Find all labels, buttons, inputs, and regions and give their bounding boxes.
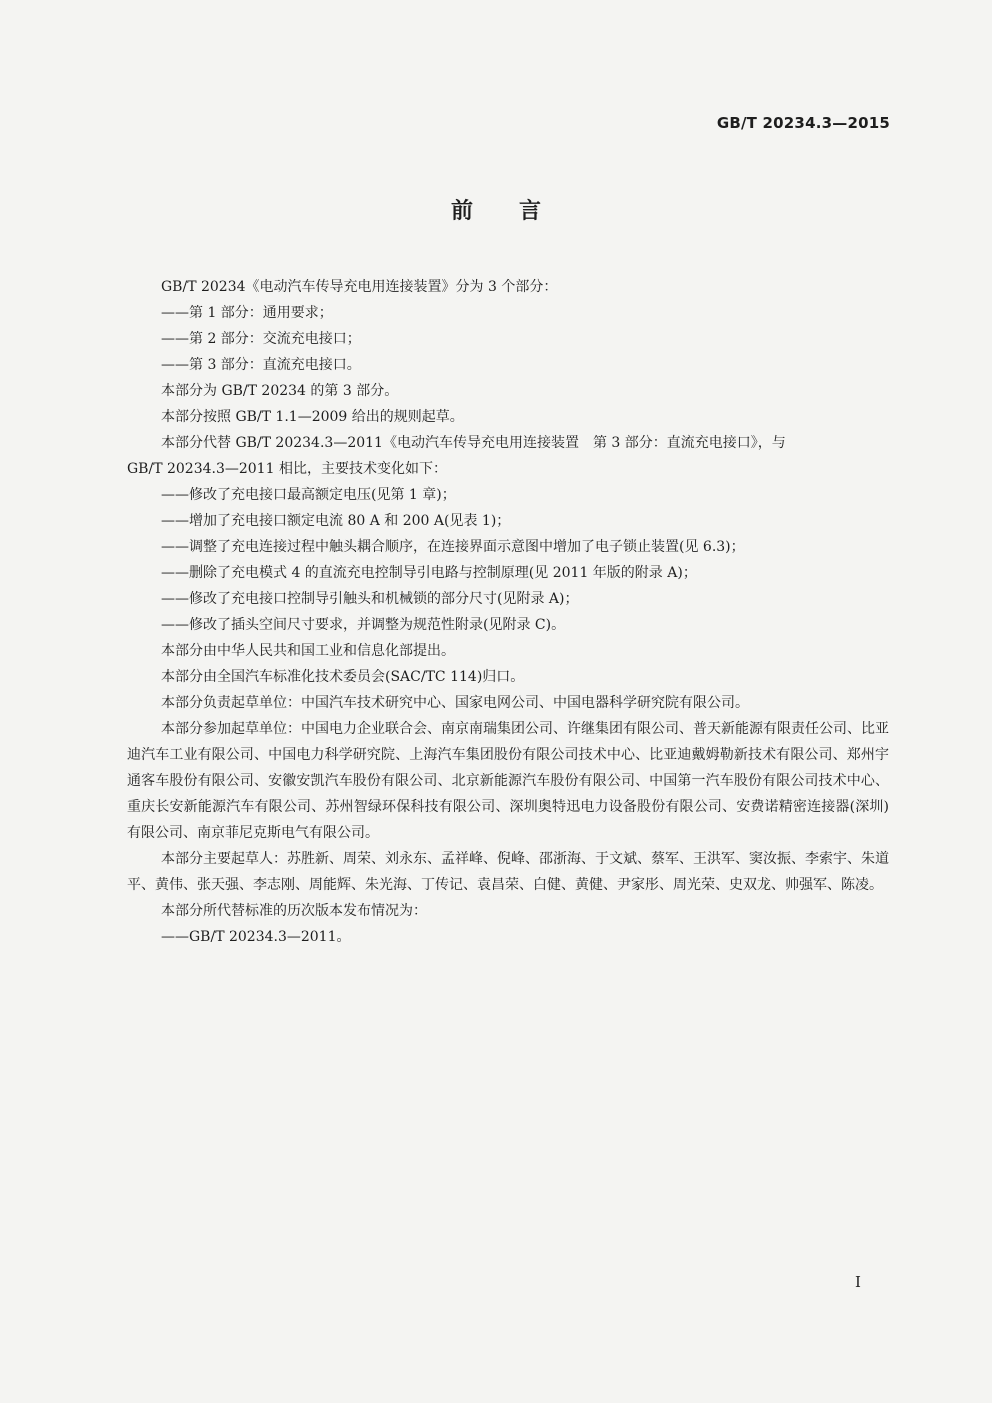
paragraph: 本部分主要起草人：苏胜新、周荣、刘永东、孟祥峰、倪峰、邵浙海、于文斌、蔡军、王洪军、窦汝振、李索宇、朱道平、黄伟、张天强、李志刚、周能辉、朱光海、丁传记、袁昌荣、白健、黄健、尹家彤、周光荣、史双龙、帅强军、陈凌。 bbox=[127, 851, 889, 893]
paragraph-intro: GB/T 20234《电动汽车传导充电用连接装置》分为 3 个部分： bbox=[161, 279, 558, 295]
list-item: ——增加了充电接口额定电流 80 A 和 200 A(见表 1)； bbox=[161, 513, 511, 529]
paragraph: 本部分为 GB/T 20234 的第 3 部分。 bbox=[161, 383, 399, 399]
paragraph-replaces-line1: 本部分代替 GB/T 20234.3—2011《电动汽车传导充电用连接装置 第 3 部分：直流充电接口》，与 bbox=[161, 435, 786, 451]
list-item: ——第 1 部分：通用要求； bbox=[161, 305, 333, 321]
list-item: ——第 3 部分：直流充电接口。 bbox=[161, 357, 361, 373]
paragraph: 本部分负责起草单位：中国汽车技术研究中心、国家电网公司、中国电器科学研究院有限公司。 bbox=[161, 695, 749, 711]
list-item: ——修改了充电接口最高额定电压(见第 1 章)； bbox=[161, 487, 456, 503]
paragraph: 本部分参加起草单位：中国电力企业联合会、南京南瑞集团公司、许继集团有限公司、普天新能源有限责任公司、比亚迪汽车工业有限公司、中国电力科学研究院、上海汽车集团股份有限公司技术中心、比亚迪戴姆勒新技术有限公司、郑州宇通客车股份有限公司、安徽安凯汽车股份有限公司、北京新能源汽车股份有限公司、中国第一汽车股份有限公司技术中心、重庆长安新能源汽车有限公司、苏州智绿环保科技有限公司、深圳奥特迅电力设备股份有限公司、安费诺精密连接器(深圳)有限公司、南京菲尼克斯电气有限公司。 bbox=[127, 721, 889, 841]
list-item: ——删除了充电模式 4 的直流充电控制导引电路与控制原理(见 2011 年版的附录 A)； bbox=[161, 565, 697, 581]
list-item: ——修改了插头空间尺寸要求，并调整为规范性附录(见附录 C)。 bbox=[161, 617, 566, 633]
page-title bbox=[0, 194, 992, 225]
title-char-2: 言 bbox=[519, 199, 542, 224]
paragraph: 本部分由中华人民共和国工业和信息化部提出。 bbox=[161, 643, 455, 659]
paragraph: 本部分由全国汽车标准化技术委员会(SAC/TC 114)归口。 bbox=[161, 669, 525, 685]
paragraph: 本部分所代替标准的历次版本发布情况为： bbox=[161, 903, 427, 919]
page-number: I bbox=[855, 1273, 861, 1291]
paragraph: 本部分按照 GB/T 1.1—2009 给出的规则起草。 bbox=[161, 409, 464, 425]
foreword-body bbox=[127, 274, 889, 950]
list-item: ——调整了充电连接过程中触头耦合顺序，在连接界面示意图中增加了电子锁止装置(见 6.3)； bbox=[161, 539, 745, 555]
list-item: ——修改了充电接口控制导引触头和机械锁的部分尺寸(见附录 A)； bbox=[161, 591, 579, 607]
title-char-1: 前 bbox=[450, 199, 473, 224]
paragraph-replaces-line2: GB/T 20234.3—2011 相比，主要技术变化如下： bbox=[127, 461, 447, 477]
standard-number: GB/T 20234.3—2015 bbox=[716, 114, 890, 132]
list-item: ——第 2 部分：交流充电接口； bbox=[161, 331, 361, 347]
list-item: ——GB/T 20234.3—2011。 bbox=[161, 929, 351, 945]
